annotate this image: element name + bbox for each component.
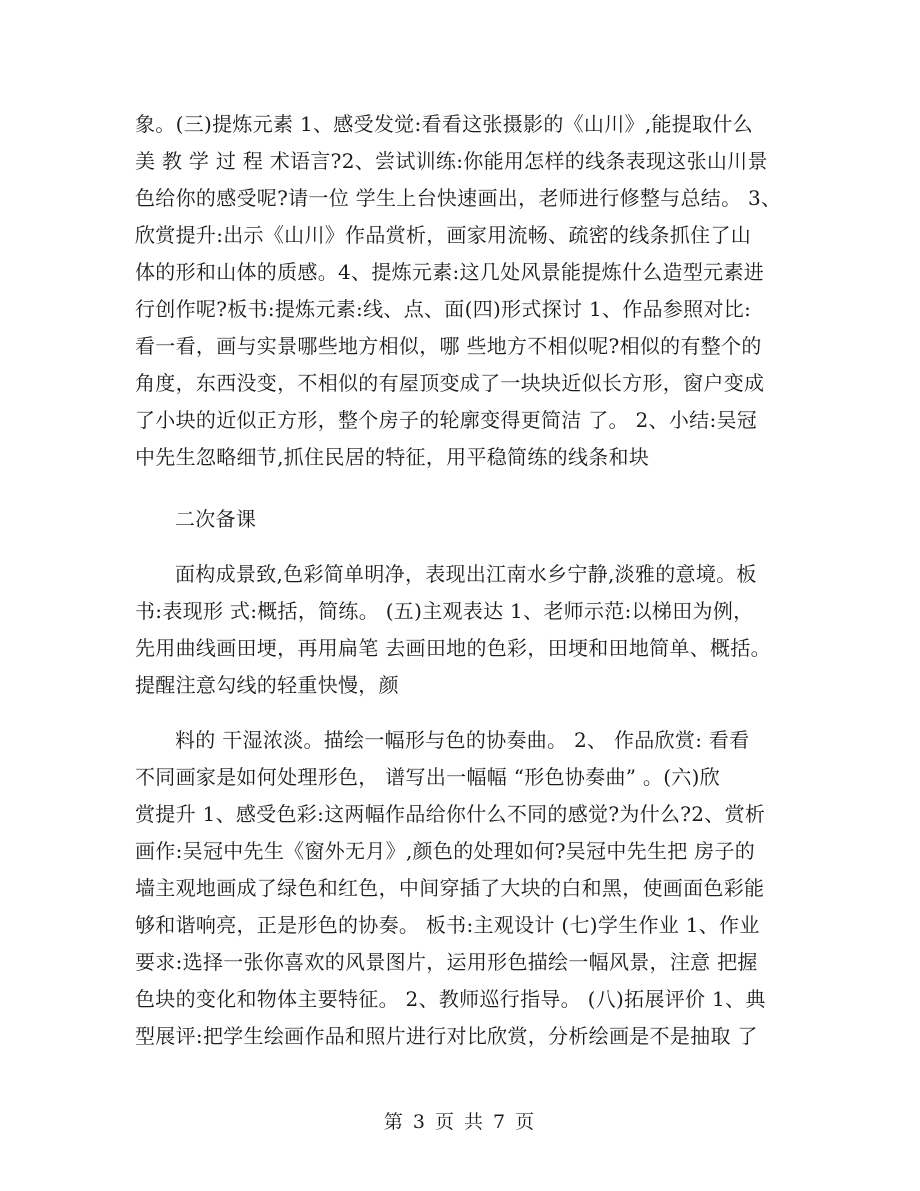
text-line: 提醒注意勾线的轻重快慢，颜 <box>135 673 399 697</box>
text-line: 书:表现形 式:概括，简练。 (五)主观表达 1、老师示范:以梯田为例， <box>135 599 754 623</box>
page-number-footer: 第 3 页 共 7 页 <box>383 1111 537 1133</box>
text-line: 要求:选择一张你喜欢的风景图片，运用形色描绘一幅风景，注意 把握 <box>135 950 758 974</box>
text-line: 面构成景致,色彩简单明净，表现出江南水乡宁静,淡雅的意境。板 <box>175 562 757 586</box>
text-line: 象。(三)提炼元素 1、感受发觉:看看这张摄影的《山川》,能提取什么 <box>135 112 753 136</box>
text-line: 美 教 学 过 程 术语言?2、尝试训练:你能用怎样的线条表现这张山川景 <box>135 149 768 173</box>
text-line: 角度，东西没变，不相似的有屋顶变成了一块块近似长方形，窗户变成 <box>135 371 765 395</box>
text-line: 色块的变化和物体主要特征。 2、教师巡行指导。 (八)拓展评价 1、典 <box>135 987 766 1011</box>
text-line: 先用曲线画田埂，再用扁笔 去画田地的色彩，田埂和田地简单、概括。 <box>135 636 771 660</box>
text-line: 体的形和山体的质感。4、提炼元素:这几处风景能提炼什么造型元素进 <box>135 260 765 284</box>
text-line: 了小块的近似正方形，整个房子的轮廓变得更简洁 了。 2、小结:吴冠 <box>135 408 758 432</box>
text-line: 够和谐响亮，正是形色的协奏。 板书:主观设计 (七)学生作业 1、作业 <box>135 913 760 937</box>
text-line: 中先生忽略细节,抓住民居的特征，用平稳简练的线条和块 <box>135 445 650 469</box>
text-line: 赏提升 1、感受色彩:这两幅作品给你什么不同的感觉?为什么?2、赏析 <box>135 802 766 826</box>
text-line: 看一看，画与实景哪些地方相似，哪 些地方不相似呢?相似的有整个的 <box>135 334 762 358</box>
section-heading: 二次备课 <box>175 507 257 531</box>
text-line: 料的 干湿浓淡。描绘一幅形与色的协奏曲。 2、 作品欣赏: 看看 <box>175 728 750 752</box>
text-line: 欣赏提升:出示《山川》作品赏析，画家用流畅、疏密的线条抓住了山 <box>135 223 752 247</box>
text-line: 色给你的感受呢?请一位 学生上台快速画出，老师进行修整与总结。 3、 <box>135 186 782 210</box>
text-line: 墙主观地画成了绿色和红色，中间穿插了大块的白和黑，使画面色彩能 <box>135 876 765 900</box>
text-line: 行创作呢?板书:提炼元素:线、点、面(四)形式探讨 1、作品参照对比: <box>135 297 752 321</box>
text-line: 画作:吴冠中先生《窗外无月》,颜色的处理如何?吴冠中先生把 房子的 <box>135 839 756 863</box>
text-line: 型展评:把学生绘画作品和照片进行对比欣赏，分析绘画是不是抽取 了 <box>135 1024 758 1048</box>
text-line: 不同画家是如何处理形色， 谱写出一幅幅 “形色协奏曲” 。(六)欣 <box>135 765 721 789</box>
